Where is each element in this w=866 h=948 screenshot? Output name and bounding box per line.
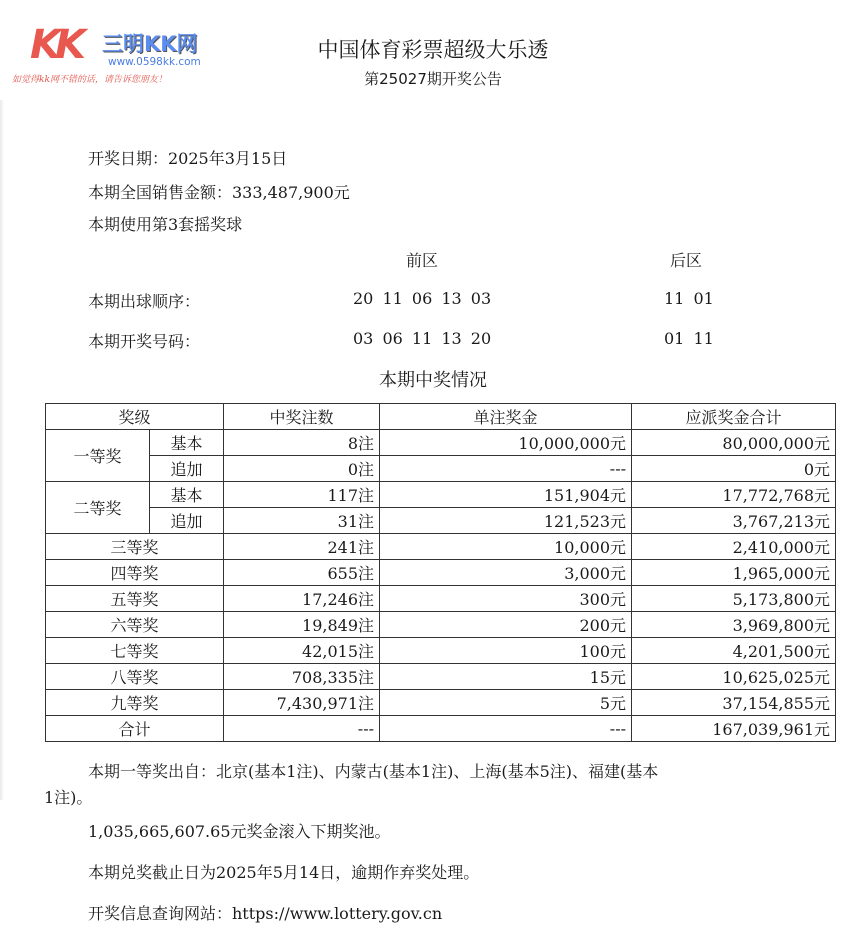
- sum-label: 合计: [46, 716, 224, 742]
- rollover-note: 1,035,665,607.65元奖金滚入下期奖池。: [88, 822, 391, 841]
- sum-total: 167,039,961元: [632, 716, 836, 742]
- page-subtitle: 第25027期开奖公告: [364, 70, 502, 88]
- tier-name: 七等奖: [46, 638, 224, 664]
- win-count: 42,015注: [224, 638, 380, 664]
- table-row: [46, 560, 836, 586]
- prize-amount: 10,000,000元: [380, 430, 632, 456]
- sum-count: ---: [224, 716, 380, 742]
- tier-name: 四等奖: [46, 560, 224, 586]
- prize-amount: 10,000元: [380, 534, 632, 560]
- page-edge-shadow: [0, 100, 4, 800]
- tier-name: 三等奖: [46, 534, 224, 560]
- first-prize-origin: 本期一等奖出自：北京(基本1注)、内蒙古(基本1注)、上海(基本5注)、福建(基本: [88, 762, 659, 781]
- win-count: 241注: [224, 534, 380, 560]
- header-tier: 奖级: [46, 404, 224, 430]
- prize-total: 4,201,500元: [632, 638, 836, 664]
- first-prize-origin-cont: 1注)。: [44, 788, 93, 807]
- winning-numbers-front: 03 06 11 13 20: [353, 329, 492, 348]
- win-count: 31注: [224, 508, 380, 534]
- win-count: 8注: [224, 430, 380, 456]
- logo-url: www.0598kk.com: [108, 56, 201, 68]
- draw-date: 开奖日期：2025年3月15日: [88, 149, 288, 168]
- header-count: 中奖注数: [224, 404, 380, 430]
- table-row: [46, 508, 836, 534]
- sales-amount: 本期全国销售金额：333,487,900元: [88, 183, 350, 202]
- prize-amount: ---: [380, 456, 632, 482]
- prize-total: 80,000,000元: [632, 430, 836, 456]
- prize-amount: 121,523元: [380, 508, 632, 534]
- prize-total: 1,965,000元: [632, 560, 836, 586]
- table-row: [46, 534, 836, 560]
- prize-total: 3,969,800元: [632, 612, 836, 638]
- sub-tier: 基本: [150, 430, 224, 456]
- prize-total: 2,410,000元: [632, 534, 836, 560]
- deadline-note: 本期兑奖截止日为2025年5月14日，逾期作弃奖处理。: [88, 863, 480, 882]
- winning-numbers-back: 01 11: [664, 329, 714, 348]
- table-row: [46, 456, 836, 482]
- prize-amount: 200元: [380, 612, 632, 638]
- draw-order-label: 本期出球顺序：: [88, 292, 201, 311]
- prize-amount: 300元: [380, 586, 632, 612]
- sub-tier: 追加: [150, 456, 224, 482]
- table-row: [46, 664, 836, 690]
- sub-tier: 追加: [150, 508, 224, 534]
- table-sum-row: [46, 716, 836, 742]
- tier-name: 六等奖: [46, 612, 224, 638]
- prize-amount: 100元: [380, 638, 632, 664]
- prize-total: 37,154,855元: [632, 690, 836, 716]
- prize-total: 10,625,025元: [632, 664, 836, 690]
- website-note[interactable]: 开奖信息查询网站：https://www.lottery.gov.cn: [88, 904, 443, 923]
- logo-brand-text: 三明KK网: [102, 32, 198, 56]
- table-header-row: [46, 404, 836, 430]
- win-count: 0注: [224, 456, 380, 482]
- prize-amount: 3,000元: [380, 560, 632, 586]
- win-count: 655注: [224, 560, 380, 586]
- logo-slogan: 如觉得kk网不错的话，请告诉您朋友！: [12, 75, 167, 85]
- ball-set: 本期使用第3套摇奖球: [88, 215, 243, 234]
- tier-name: 二等奖: [46, 482, 150, 534]
- tier-name: 五等奖: [46, 586, 224, 612]
- prize-section-title: 本期中奖情况: [379, 370, 487, 391]
- prize-amount: 5元: [380, 690, 632, 716]
- prize-total: 0元: [632, 456, 836, 482]
- prize-table: [45, 403, 836, 742]
- prize-amount: 151,904元: [380, 482, 632, 508]
- table-row: [46, 586, 836, 612]
- table-row: [46, 690, 836, 716]
- win-count: 17,246注: [224, 586, 380, 612]
- front-zone-header: 前区: [406, 251, 439, 270]
- prize-total: 3,767,213元: [632, 508, 836, 534]
- draw-order-front: 20 11 06 13 03: [353, 289, 492, 308]
- back-zone-header: 后区: [670, 251, 703, 270]
- prize-amount: 15元: [380, 664, 632, 690]
- win-count: 19,849注: [224, 612, 380, 638]
- prize-total: 5,173,800元: [632, 586, 836, 612]
- page-title: 中国体育彩票超级大乐透: [317, 38, 549, 62]
- sum-amount: ---: [380, 716, 632, 742]
- header-amount: 单注奖金: [380, 404, 632, 430]
- kk-logo-mark: KK: [30, 22, 80, 68]
- table-row: [46, 638, 836, 664]
- win-count: 7,430,971注: [224, 690, 380, 716]
- header-total: 应派奖金合计: [632, 404, 836, 430]
- win-count: 708,335注: [224, 664, 380, 690]
- table-row: [46, 612, 836, 638]
- draw-order-back: 11 01: [664, 289, 714, 308]
- sub-tier: 基本: [150, 482, 224, 508]
- win-count: 117注: [224, 482, 380, 508]
- tier-name: 九等奖: [46, 690, 224, 716]
- table-row: [46, 430, 836, 456]
- tier-name: 一等奖: [46, 430, 150, 482]
- tier-name: 八等奖: [46, 664, 224, 690]
- table-row: [46, 482, 836, 508]
- winning-numbers-label: 本期开奖号码：: [88, 332, 201, 351]
- prize-total: 17,772,768元: [632, 482, 836, 508]
